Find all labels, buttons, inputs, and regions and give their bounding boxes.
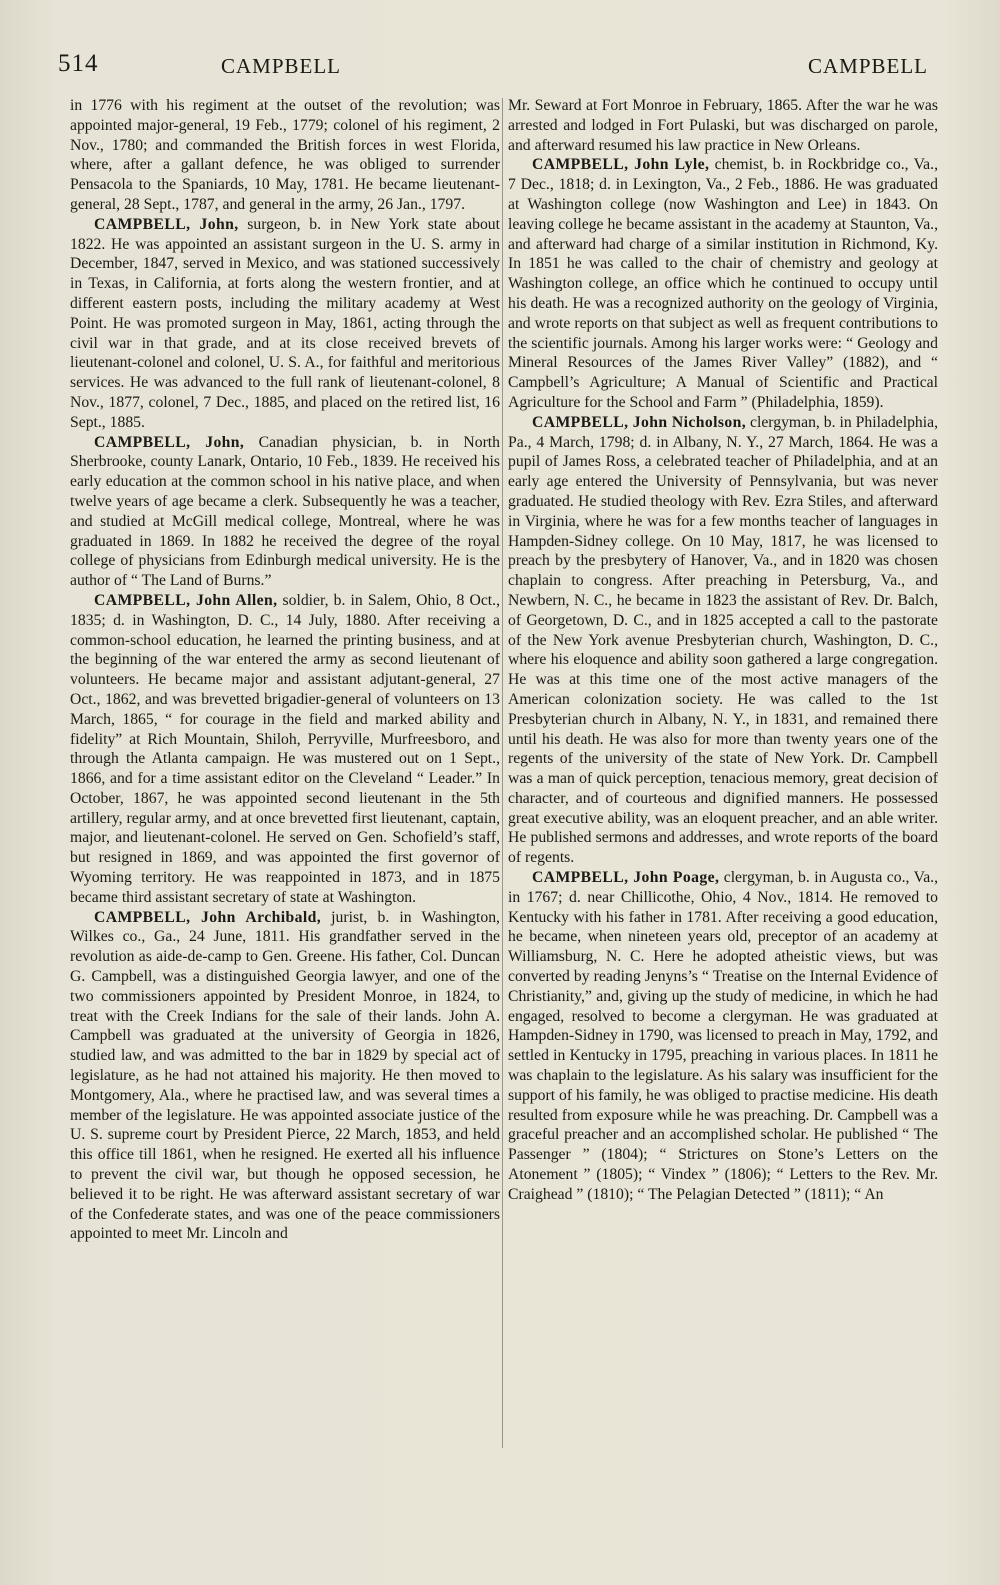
entry-paragraph: CAMPBELL, John Lyle, chemist, b. in Rockbridge co., Va., 7 Dec., 1818; d. in Lexington, Va., 2 Feb., 1886. He was graduated at Washington college (now Washington and Lee) in 1843. On leaving college he became assistant in the academy at Staunton, Va., and afterward had charge of a similar institution in Richmond, Ky. In 1851 he was called to the chair of chemistry and geology at Washington college, an office which he continued to occupy until his death. He was a recognized authority on the geology of Virginia, and wrote reports on that subject as well as frequent contributions to the scientific journals. Among his larger works were: “ Geology and Mineral Resources of the James River Valley” (1882), and “ Campbell’s Agriculture; A Manual of Scientific and Practical Agriculture for the School and Farm ” (Philadelphia, 1859). [508,156,938,411]
entry-paragraph: CAMPBELL, John Allen, soldier, b. in Salem, Ohio, 8 Oct., 1835; d. in Washington, D. C., 14 July, 1880. After receiving a common-school education, he learned the printing business, and at the beginning of the war entered the army as second lieutenant of volunteers. He became major and assistant adjutant-general, 27 Oct., 1862, and was brevetted brigadier-general of volunteers on 13 March, 1865, “ for courage in the field and marked ability and fidelity” at Rich Mountain, Shiloh, Perryville, Murfreesboro, and through the Atlanta campaign. He was mustered out on 1 Sept., 1866, and for a time assistant editor on the Cleveland “ Leader.” In October, 1867, he was appointed second lieutenant in the 5th artillery, regular army, and at once brevetted first lieutenant, captain, major, and lieutenant-colonel. He served on Gen. Schofield’s staff, but resigned in 1869, and was appointed the first governor of Wyoming territory. He was reappointed in 1873, and in 1875 became third assistant secretary of state at Washington. [70,591,500,906]
left-column [70,96,500,1244]
right-column [508,96,938,1205]
entry-paragraph: in 1776 with his regiment at the outset of the revolution; was appointed major-general, 19 Feb., 1779; colonel of his regiment, 2 Nov., 1780; and commanded the British forces in west Florida, where, after a gallant defence, he was obliged to surrender Pensacola to the Spaniards, 10 May, 1781. He became lieutenant-general, 28 Sept., 1787, and general in the army, 26 Jan., 1797. [70,97,500,213]
entry-headword: CAMPBELL, John Lyle, [532,156,710,174]
entry-headword: CAMPBELL, John Poage, [532,869,720,887]
entry-headword: CAMPBELL, John Nicholson, [532,413,747,431]
left-running-head: CAMPBELL [221,54,342,78]
right-running-head: CAMPBELL [807,54,928,78]
entry-headword: CAMPBELL, John Archibald, [94,908,322,926]
entry-paragraph: CAMPBELL, John, surgeon, b. in New York state about 1822. He was appointed an assistant surgeon in the U. S. army in December, 1847, served in Mexico, and was stationed successively in Texas, in California, at forts along the western frontier, and at different eastern posts, including the military academy at West Point. He was promoted surgeon in May, 1861, acting through the civil war in that grade, and at its close received brevets of lieutenant-colonel and colonel, U. S. A., for faithful and meritorious services. He was advanced to the full rank of lieutenant-colonel, 8 Nov., 1877, colonel, 7 Dec., 1885, and placed on the retired list, 16 Sept., 1885. [70,215,500,431]
entry-headword: CAMPBELL, John, [94,215,239,233]
entry-headword: CAMPBELL, John Allen, [94,591,278,609]
entry-paragraph: CAMPBELL, John Nicholson, clergyman, b. in Philadelphia, Pa., 4 March, 1798; d. in Albany, N. Y., 27 March, 1864. He was a pupil of James Ross, a celebrated teacher of Philadelphia, and at an early age entered the University of Pennsylvania, but was never graduated. He studied theology with Rev. Ezra Stiles, and afterward in Virginia, where he was for a few months teacher of languages in Hampden-Sidney college. On 10 May, 1817, he was licensed to preach by the presbytery of Hanover, Va., and in 1820 was chosen chaplain to congress. After preaching in Petersburg, Va., and Newbern, N. C., he became in 1823 the assistant of Rev. Dr. Balch, of Georgetown, D. C., and in 1825 accepted a call to the pastorate of the New York avenue Presbyterian church, Washington, D. C., where his eloquence and ability soon gathered a large congregation. He was at this time one of the most active managers of the American colonization society. He was called to the 1st Presbyterian church in Albany, N. Y., in 1831, and remained there until his death. He was also for more than twenty years one of the regents of the university of the state of New York. Dr. Campbell was a man of quick perception, tenacious memory, great decision of character, and of courteous and dignified manners. He possessed great executive ability, was an eloquent preacher, and an able writer. He published sermons and addresses, and wrote reports of the board of regents. [508,413,939,867]
page-number: 514 [58,50,99,77]
running-header [58,50,928,90]
entry-headword: CAMPBELL, John, [94,433,245,451]
entry-paragraph: CAMPBELL, John, Canadian physician, b. in North Sherbrooke, county Lanark, Ontario, 10 Feb., 1839. He received his early education at the common school in his native place, and when twelve years of age became a clerk. Subsequently he was a teacher, and studied at McGill medical college, Montreal, where he was graduated in 1869. In 1882 he received the degree of the royal college of physicians from Edinburgh medical university. He is the author of “ The Land of Burns.” [70,433,500,590]
column-divider [502,98,503,1448]
entry-paragraph: CAMPBELL, John Archibald, jurist, b. in Washington, Wilkes co., Ga., 24 June, 1811. His grandfather served in the revolution as aide-de-camp to Gen. Greene. His father, Col. Duncan G. Campbell, was a distinguished Georgia lawyer, and one of the two commissioners appointed by President Monroe, in 1824, to treat with the Creek Indians for the sale of their lands. John A. Campbell was graduated at the university of Georgia in 1826, studied law, and was admitted to the bar in 1829 by special act of legislature, as he had not attained his majority. He then moved to Montgomery, Ala., where he practised law, and was several times a member of the legislature. He was appointed associate justice of the U. S. supreme court by President Pierce, 22 March, 1853, and held this office till 1861, when he resigned. He exerted all his influence to prevent the civil war, but though he opposed secession, he believed it to be right. He was afterward assistant secretary of war of the Confederate states, and was one of the peace commissioners appointed to meet Mr. Lincoln and [70,908,500,1243]
entry-paragraph: CAMPBELL, John Poage, clergyman, b. in Augusta co., Va., in 1767; d. near Chillicothe, Ohio, 4 Nov., 1814. He removed to Kentucky with his father in 1781. After receiving a good education, he became, when nineteen years old, preceptor of an academy at Williamsburg, N. C. Here he adopted atheistic views, but was converted by reading Jenyns’s “ Treatise on the Internal Evidence of Christianity,” and, giving up the study of medicine, in which he had engaged, resolved to become a clergyman. He was graduated at Hampden-Sidney in 1790, was licensed to preach in May, 1792, and settled in Kentucky in 1795, preaching in various places. In 1811 he was chaplain to the legislature. As his salary was insufficient for the support of his family, he was obliged to practise medicine. His death resulted from exposure while he was preaching. Dr. Campbell was a graceful preacher and an accomplished scholar. He published “ The Passenger ” (1804); “ Strictures on Stone’s Letters on the Atonement ” (1805); “ Vindex ” (1806); “ Letters to the Rev. Mr. Craighead ” (1810); “ The Pelagian Detected ” (1811); “ An [508,869,939,1203]
entry-paragraph: Mr. Seward at Fort Monroe in February, 1865. After the war he was arrested and lodged in Fort Pulaski, but was discharged on parole, and afterward resumed his law practice in New Orleans. [508,97,938,154]
